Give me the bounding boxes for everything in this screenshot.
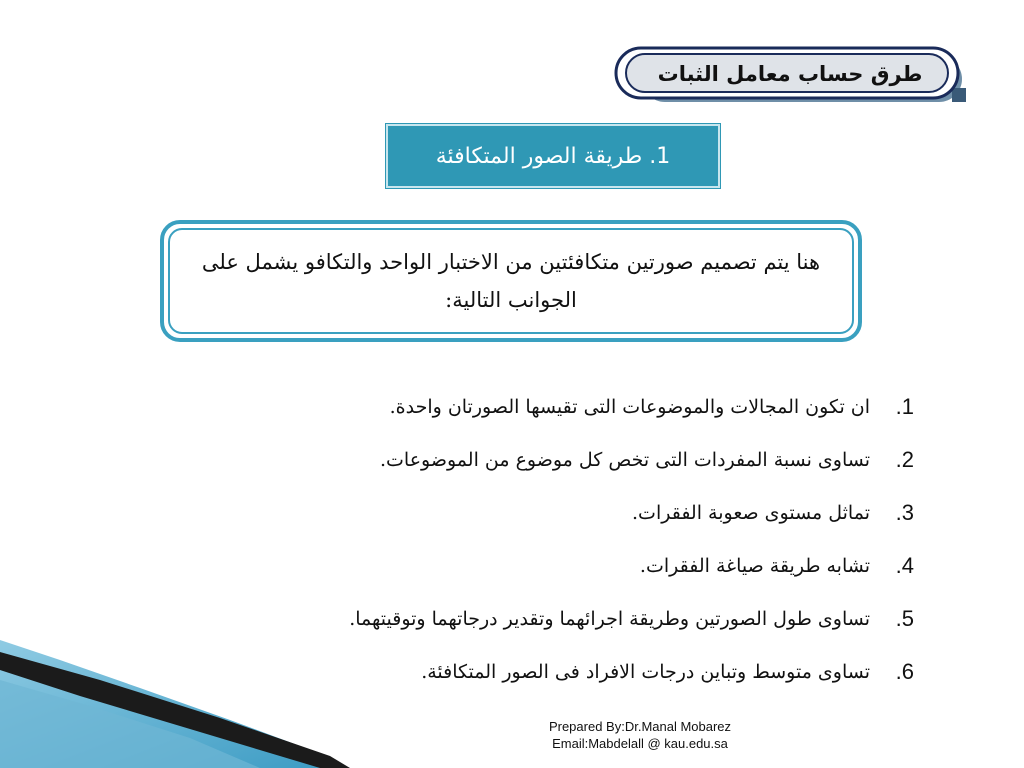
list-item: [194, 433, 914, 486]
footer-author: Prepared By:Dr.Manal Mobarez: [548, 719, 732, 734]
item-number: 3.: [895, 499, 914, 525]
item-number: 5.: [895, 605, 914, 631]
intro-text: هنا يتم تصميم صورتين متكافئتين من الاختبار الواحد والتكافو يشمل على الجوانب التالية:: [168, 228, 854, 334]
item-number: 2.: [895, 446, 914, 472]
section-heading: 1. طريقة الصور المتكافئة: [386, 124, 720, 188]
item-text: تساوى متوسط وتباين درجات الافراد فى الصور المتكافئة.: [421, 660, 870, 683]
item-text: تشابه طريقة صياغة الفقرات.: [639, 554, 870, 577]
list-item: [194, 380, 914, 433]
item-number: 6.: [895, 658, 914, 684]
slide-title: طرق حساب معامل الثبات: [657, 62, 923, 86]
item-number: 4.: [895, 552, 914, 578]
footer-email: Email:Mabdelall @ kau.edu.sa: [552, 736, 728, 751]
item-text: تماثل مستوى صعوبة الفقرات.: [632, 501, 870, 524]
item-number: 1.: [895, 393, 914, 419]
intro-box: [160, 220, 862, 342]
list-item: [194, 486, 914, 539]
list-item: [194, 592, 914, 645]
item-text: تساوى نسبة المفردات التى تخص كل موضوع من الموضوعات.: [379, 448, 870, 471]
list-item: [194, 539, 914, 592]
slide-title-banner: [612, 44, 968, 106]
item-text: ان تكون المجالات والموضوعات التى تقيسها الصورتان واحدة.: [389, 395, 870, 418]
item-text: تساوى طول الصورتين وطريقة اجرائهما وتقدير درجاتهما وتوقيتهما.: [349, 607, 870, 630]
list-item: [194, 645, 914, 698]
footer-credits: [520, 718, 760, 752]
criteria-list: [194, 380, 914, 698]
